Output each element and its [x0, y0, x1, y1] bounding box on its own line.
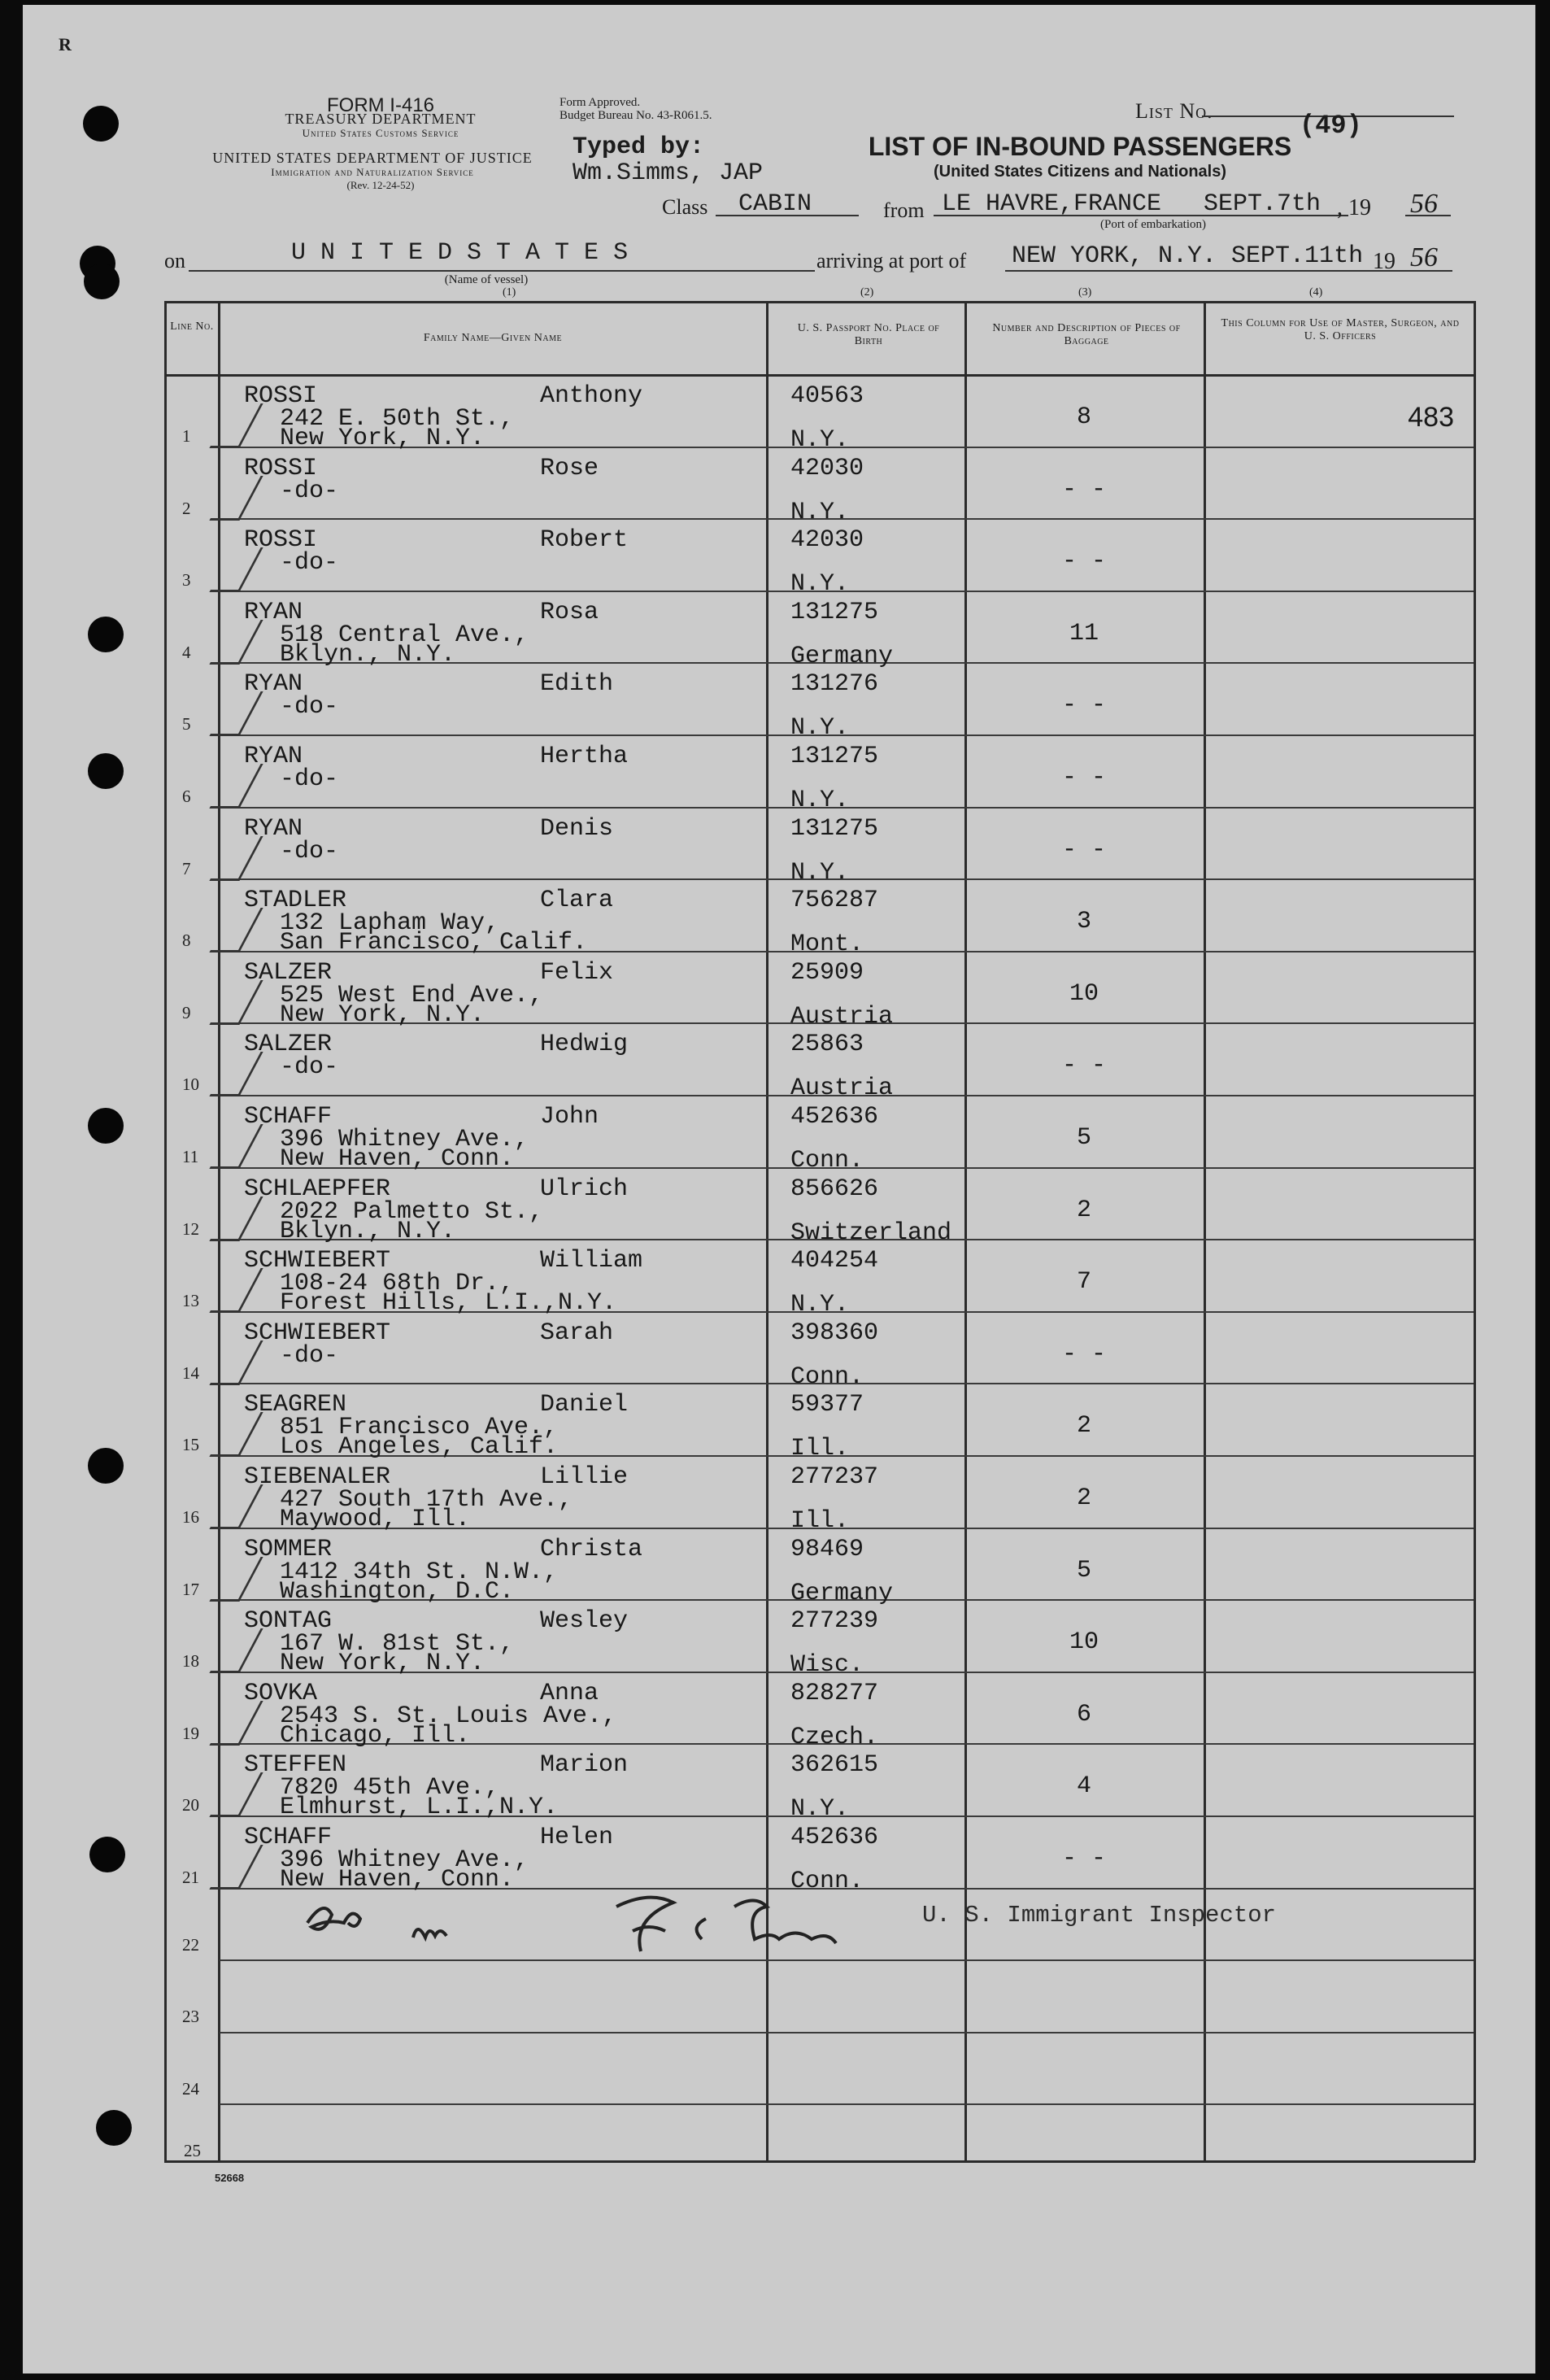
from-year-prefix: , 19 — [1337, 195, 1371, 220]
passenger-family-name: ROSSI — [244, 526, 318, 554]
passenger-address-line1: 525 West End Ave., — [280, 982, 544, 1009]
line-number: 18 — [182, 1651, 199, 1671]
place-of-birth: Wisc. — [790, 1651, 864, 1679]
binder-hole — [84, 264, 120, 299]
form-subtitle: (United States Citizens and Nationals) — [933, 163, 1227, 181]
passenger-address-line2: New York, N.Y. — [280, 1001, 485, 1029]
passenger-address-line1: 851 Francisco Ave., — [280, 1414, 559, 1441]
passenger-given-name: Rosa — [540, 599, 599, 626]
line-number: 1 — [182, 426, 191, 446]
baggage-count: - - — [1061, 1052, 1106, 1079]
baggage-count: 7 — [1076, 1268, 1091, 1296]
place-of-birth: Germany — [790, 643, 894, 670]
passenger-family-name: SALZER — [244, 1031, 333, 1058]
from-port: LE HAVRE,FRANCE — [942, 190, 1162, 218]
col-num-3: (3) — [1078, 286, 1092, 299]
table-header-border — [164, 374, 1475, 377]
arrival-year-prefix: 19 — [1373, 249, 1395, 274]
passenger-given-name: Robert — [540, 526, 629, 554]
passenger-address-line2: Bklyn., N.Y. — [280, 641, 456, 669]
place-of-birth: Germany — [790, 1580, 894, 1607]
baggage-count: 3 — [1076, 908, 1091, 935]
passport-number: 828277 — [790, 1680, 879, 1707]
passenger-given-name: Clara — [540, 887, 614, 914]
list-no-label: List No. — [1135, 99, 1213, 123]
line-number: 19 — [182, 1724, 199, 1743]
port-embark-caption: (Port of embarkation) — [1100, 218, 1206, 231]
passenger-family-name: ROSSI — [244, 382, 318, 410]
line-number: 7 — [182, 859, 191, 878]
passenger-address-line2: Elmhurst, L.I.,N.Y. — [280, 1794, 559, 1821]
passport-number: 452636 — [790, 1824, 879, 1851]
passenger-address-line1: 132 Lapham Way, — [280, 909, 500, 937]
on-label: on — [164, 249, 185, 272]
passenger-given-name: Rose — [540, 455, 599, 482]
passport-number: 42030 — [790, 526, 864, 554]
from-date: SEPT.7th — [1204, 190, 1321, 218]
place-of-birth: Ill. — [790, 1507, 850, 1535]
binder-hole — [89, 1837, 125, 1872]
passport-number: 25863 — [790, 1031, 864, 1058]
passenger-given-name: Anna — [540, 1680, 599, 1707]
passport-number: 277237 — [790, 1463, 879, 1491]
passenger-given-name: Marion — [540, 1751, 629, 1779]
binder-hole — [88, 1108, 124, 1144]
place-of-birth: N.Y. — [790, 426, 850, 454]
passenger-family-name: SCHAFF — [244, 1103, 333, 1131]
passenger-family-name: SCHAFF — [244, 1824, 333, 1851]
passenger-address-line2: New Haven, Conn. — [280, 1866, 515, 1894]
place-of-birth: N.Y. — [790, 570, 850, 598]
passenger-given-name: Daniel — [540, 1391, 629, 1419]
place-of-birth: Austria — [790, 1074, 894, 1102]
inspector-signature — [291, 1874, 958, 1972]
vessel-caption: (Name of vessel) — [444, 273, 529, 286]
baggage-count: - - — [1061, 764, 1106, 791]
line-number: 17 — [182, 1580, 199, 1599]
baggage-count: 8 — [1076, 403, 1091, 431]
ins-service: Immigration and Naturalization Service — [271, 166, 474, 178]
passenger-family-name: STEFFEN — [244, 1751, 347, 1779]
header-name: Family Name—Given Name — [423, 332, 563, 344]
line-number: 21 — [182, 1868, 199, 1887]
place-of-birth: Conn. — [790, 1868, 864, 1895]
baggage-count: - - — [1061, 836, 1106, 864]
passenger-family-name: RYAN — [244, 670, 303, 698]
line-number: 10 — [182, 1074, 199, 1094]
table-left-border — [164, 301, 167, 2160]
passenger-given-name: Sarah — [540, 1319, 614, 1347]
officer-note: 483 — [1408, 402, 1454, 433]
treasury-dept: TREASURY DEPARTMENT — [285, 111, 477, 127]
passenger-given-name: Edith — [540, 670, 614, 698]
passenger-address-line2: San Francisco, Calif. — [280, 929, 588, 957]
place-of-birth: Conn. — [790, 1363, 864, 1391]
passenger-given-name: Christa — [540, 1536, 643, 1563]
baggage-count: 4 — [1076, 1772, 1091, 1800]
baggage-count: 5 — [1076, 1124, 1091, 1152]
passenger-address-line2: New Haven, Conn. — [280, 1145, 515, 1173]
baggage-count: - - — [1061, 547, 1106, 575]
baggage-count: 2 — [1076, 1197, 1091, 1224]
place-of-birth: Switzerland — [790, 1219, 952, 1247]
passenger-family-name: RYAN — [244, 743, 303, 770]
passenger-address-line1: -do- — [280, 765, 339, 793]
from-year: 56 — [1410, 189, 1438, 219]
line-number: 13 — [182, 1291, 199, 1310]
header-passport: U. S. Passport No. Place of Birth — [797, 322, 940, 347]
typed-by-label: Typed by: — [573, 133, 705, 161]
place-of-birth: N.Y. — [790, 787, 850, 814]
place-of-birth: N.Y. — [790, 1291, 850, 1319]
passenger-family-name: SCHLAEPFER — [244, 1175, 391, 1203]
line-number: 9 — [182, 1003, 191, 1022]
baggage-count: 5 — [1076, 1557, 1091, 1584]
passenger-address-line1: 427 South 17th Ave., — [280, 1486, 573, 1514]
passport-number: 277239 — [790, 1607, 879, 1635]
line-number: 6 — [182, 787, 191, 806]
passenger-address-line1: 167 W. 81st St., — [280, 1630, 515, 1658]
table-right-border — [1474, 301, 1476, 2160]
line-number: 24 — [182, 2079, 199, 2099]
class-label: Class — [662, 195, 708, 219]
header-baggage: Number and Description of Pieces of Baggage — [992, 322, 1181, 347]
passport-number: 131275 — [790, 743, 879, 770]
baggage-count: - - — [1061, 476, 1106, 503]
passenger-given-name: Hertha — [540, 743, 629, 770]
line-number: 14 — [182, 1363, 199, 1383]
binder-hole — [83, 106, 119, 142]
passport-number: 131275 — [790, 599, 879, 626]
baggage-count: 10 — [1069, 1628, 1099, 1656]
line-number: 2 — [182, 499, 191, 518]
header-officers: This Column for Use of Master, Surgeon, and U. S. Officers — [1221, 317, 1460, 342]
corner-mark: R — [59, 34, 72, 54]
col-num-1: (1) — [503, 286, 516, 299]
binder-hole — [88, 617, 124, 652]
passport-number: 98469 — [790, 1536, 864, 1563]
typed-by-name: Wm.Simms, JAP — [573, 159, 764, 187]
passenger-family-name: RYAN — [244, 815, 303, 843]
passport-number: 398360 — [790, 1319, 879, 1347]
passport-number: 452636 — [790, 1103, 879, 1131]
baggage-count: 2 — [1076, 1484, 1091, 1512]
vessel-underline — [189, 270, 815, 272]
class-value: CABIN — [738, 190, 812, 218]
passenger-address-line2: Bklyn., N.Y. — [280, 1218, 456, 1245]
line-number: 8 — [182, 931, 191, 950]
passenger-address-line1: 242 E. 50th St., — [280, 405, 515, 433]
passport-number: 856626 — [790, 1175, 879, 1203]
place-of-birth: Czech. — [790, 1724, 879, 1751]
passenger-address-line1: -do- — [280, 549, 339, 577]
passport-number: 59377 — [790, 1391, 864, 1419]
passenger-address-line1: -do- — [280, 1342, 339, 1370]
passenger-given-name: Hedwig — [540, 1031, 629, 1058]
line-number: 20 — [182, 1795, 199, 1815]
customs-service: United States Customs Service — [302, 127, 459, 139]
passenger-family-name: STADLER — [244, 887, 347, 914]
passenger-address-line1: -do- — [280, 477, 339, 505]
line-number: 12 — [182, 1219, 199, 1239]
passport-number: 25909 — [790, 959, 864, 987]
passenger-address-line1: 396 Whitney Ave., — [280, 1126, 529, 1153]
passenger-address-line2: Chicago, Ill. — [280, 1722, 471, 1750]
passenger-address-line2: New York, N.Y. — [280, 425, 485, 452]
line-number: 3 — [182, 570, 191, 590]
baggage-count: 2 — [1076, 1412, 1091, 1440]
passenger-given-name: Denis — [540, 815, 614, 843]
list-number: (49) — [1300, 111, 1362, 141]
passenger-address-line2: Forest Hills, L.I.,N.Y. — [280, 1289, 617, 1317]
passenger-address-line2: New York, N.Y. — [280, 1650, 485, 1677]
passenger-address-line1: 108-24 68th Dr., — [280, 1270, 515, 1297]
passenger-family-name: SONTAG — [244, 1607, 333, 1635]
passport-number: 362615 — [790, 1751, 879, 1779]
col-num-4: (4) — [1309, 286, 1323, 299]
passenger-address-line2: Washington, D.C. — [280, 1578, 515, 1606]
form-approved: Form Approved. — [559, 96, 641, 109]
passenger-address-line1: -do- — [280, 693, 339, 721]
arriving-label: arriving at port of — [816, 249, 967, 272]
passenger-given-name: Wesley — [540, 1607, 629, 1635]
passenger-address-line1: -do- — [280, 838, 339, 865]
line-number: 25 — [184, 2141, 201, 2160]
place-of-birth: Austria — [790, 1003, 894, 1031]
line-number: 4 — [182, 643, 191, 662]
passenger-address-line1: 396 Whitney Ave., — [280, 1846, 529, 1874]
row-divider — [220, 2032, 1474, 2033]
baggage-count: 10 — [1069, 980, 1099, 1008]
passenger-family-name: RYAN — [244, 599, 303, 626]
passenger-family-name: SCHWIEBERT — [244, 1247, 391, 1275]
table-top-border — [164, 301, 1475, 303]
passenger-address-line1: 7820 45th Ave., — [280, 1774, 500, 1802]
place-of-birth: Conn. — [790, 1147, 864, 1175]
passenger-address-line2: Los Angeles, Calif. — [280, 1433, 559, 1461]
place-of-birth: N.Y. — [790, 714, 850, 742]
vessel-name: U N I T E D S T A T E S — [291, 239, 629, 267]
passenger-address-line1: -do- — [280, 1053, 339, 1081]
place-of-birth: N.Y. — [790, 499, 850, 526]
col-divider — [1204, 301, 1206, 2160]
line-number: 22 — [182, 1935, 199, 1955]
passenger-family-name: SOVKA — [244, 1680, 318, 1707]
passenger-given-name: Helen — [540, 1824, 614, 1851]
header-line-no: Line No. — [170, 320, 214, 333]
passenger-family-name: ROSSI — [244, 455, 318, 482]
line-number: 5 — [182, 714, 191, 734]
place-of-birth: N.Y. — [790, 859, 850, 887]
line-number: 15 — [182, 1435, 199, 1454]
passenger-address-line1: 518 Central Ave., — [280, 621, 529, 649]
form-number: FORM I-416 — [326, 94, 435, 116]
binder-hole — [88, 1448, 124, 1484]
passenger-given-name: Lillie — [540, 1463, 629, 1491]
baggage-count: - - — [1061, 1340, 1106, 1368]
passport-number: 756287 — [790, 887, 879, 914]
place-of-birth: Ill. — [790, 1435, 850, 1462]
passenger-given-name: Felix — [540, 959, 614, 987]
passenger-given-name: William — [540, 1247, 643, 1275]
binder-hole — [96, 2110, 132, 2146]
budget-bureau: Budget Bureau No. 43-R061.5. — [559, 109, 712, 122]
baggage-count: 11 — [1069, 620, 1099, 647]
line-number: 16 — [182, 1507, 199, 1527]
manifest-sheet — [23, 5, 1535, 2373]
form-revision: (Rev. 12-24-52) — [346, 179, 415, 191]
passport-number: 131276 — [790, 670, 879, 698]
passenger-address-line2: Maywood, Ill. — [280, 1506, 471, 1533]
footer-code: 52668 — [215, 2172, 245, 2184]
arrival-port: NEW YORK, N.Y. SEPT.11th — [1012, 242, 1364, 270]
passenger-address-line1: 2543 S. St. Louis Ave., — [280, 1702, 617, 1730]
passenger-family-name: SCHWIEBERT — [244, 1319, 391, 1347]
baggage-count: - - — [1061, 691, 1106, 719]
passenger-address-line1: 2022 Palmetto St., — [280, 1198, 544, 1226]
passport-number: 42030 — [790, 455, 864, 482]
passport-number: 131275 — [790, 815, 879, 843]
passenger-given-name: Ulrich — [540, 1175, 629, 1203]
justice-dept: UNITED STATES DEPARTMENT OF JUSTICE — [212, 150, 533, 166]
line-number: 23 — [182, 2007, 199, 2026]
place-of-birth: Mont. — [790, 931, 864, 958]
row-divider — [220, 2103, 1474, 2105]
passenger-given-name: John — [540, 1103, 599, 1131]
inspector-title: U. S. Immigrant Inspector — [922, 1902, 1277, 1929]
passport-number: 40563 — [790, 382, 864, 410]
passenger-given-name: Anthony — [540, 382, 643, 410]
form-title: LIST OF IN-BOUND PASSENGERS — [868, 132, 1292, 161]
col-num-2: (2) — [860, 286, 874, 299]
binder-hole — [88, 753, 124, 789]
passenger-family-name: SEAGREN — [244, 1391, 347, 1419]
passport-number: 404254 — [790, 1247, 879, 1275]
table-bottom-border — [164, 2160, 1475, 2163]
arrival-year: 56 — [1410, 242, 1438, 272]
line-number: 11 — [182, 1147, 199, 1166]
baggage-count: - - — [1061, 1845, 1106, 1872]
baggage-count: 6 — [1076, 1701, 1091, 1728]
place-of-birth: N.Y. — [790, 1795, 850, 1823]
passenger-family-name: SIEBENALER — [244, 1463, 391, 1491]
passenger-family-name: SOMMER — [244, 1536, 333, 1563]
passenger-address-line1: 1412 34th St. N.W., — [280, 1558, 559, 1586]
col-divider — [964, 301, 967, 2160]
from-label: from — [883, 198, 925, 222]
passenger-family-name: SALZER — [244, 959, 333, 987]
